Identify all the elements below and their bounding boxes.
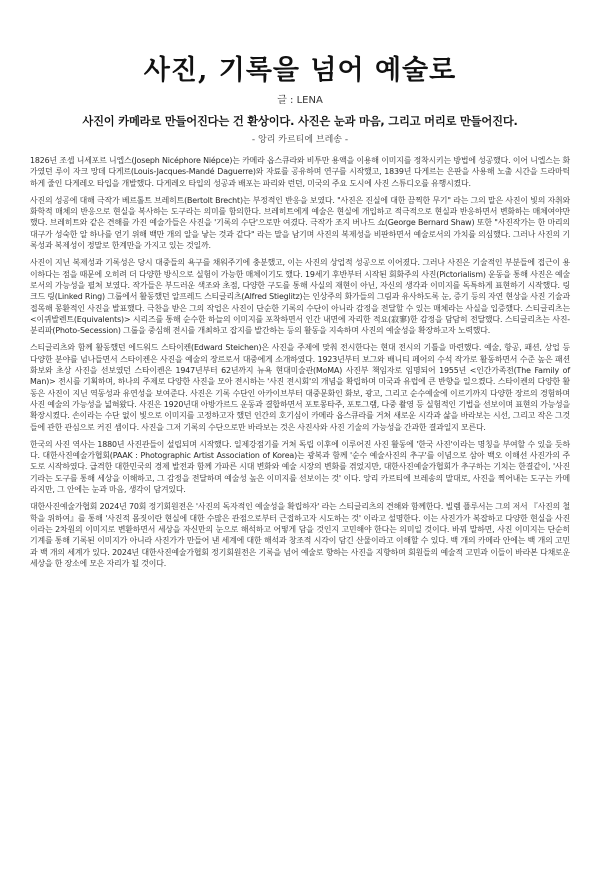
article-paragraph: 1826년 조셉 니세포르 니엡스(Joseph Nicéphore Niépce)는 카메라 옵스큐라와 비투만 용액을 이용해 이미지를 정착시키는 방법에 성공했다. 이어 니엡스는 화가였던 루이 자크 망데 다게르(Louis-Jacques-Mandé Daguerre)와 자료를 공유하며 연구를 시작했고, 1839년 다게르는 은판을 사용해 노출 시간을 드라마틱하게 줄인 다게레오 타입을 개발했다. 다게레오 타입의 성공과 배포는 파리와 런던, 미국의 주요 도시에 사진 스튜디오를 유행시켰다. (30, 156, 570, 188)
article-author: 글 : LENA (277, 95, 323, 106)
article-paragraph: 대한사진예술가협회 2024년 70회 정기회원전은 '사진의 독자적인 예술성을 확립하자' 라는 스티글리츠의 견해와 함께한다. 빌렘 플루서는 그의 저서 『사진의 철학을 위하여』를 통해 '사진적 몸짓이란 현실에 대한 수많은 관점으로부터 근접하고자 시도하는 것' 이라고 설명한다. 이는 사진가가 복잡하고 다양한 현실을 사진이라는 2차원의 이미지로 변환하면서 세상을 자신만의 눈으로 해석하고 어떻게 담을 것인지 고민해야 한다는 의미일 것이다. 바꿔 말하면, 사진 이미지는 단순히 기계를 통해 기록된 이미지가 아니라 사진가가 만들어 낸 세계에 대한 해석과 창조적 시각이 담긴 산물이라고 이해할 수 있다. 백 개의 카메라 안에는 백 개의 고민과 백 개의 세계가 있다. 2024년 대한사진예술가협회 정기회원전은 기록을 넘어 예술로 향하는 사진을 지향하며 회원들의 예술적 고민과 이들이 바라본 다채로운 세상을 한 장소에 모은 자리가 될 것이다. (30, 502, 570, 568)
article-title: 사진, 기록을 넘어 예술로 (143, 55, 457, 86)
article-paragraph: 한국의 사진 역사는 1880년 사진관들이 설립되며 시작했다. 일제강점기를 거쳐 독립 이후에 이루어진 사진 활동에 '한국 사진'이라는 명칭을 부여할 수 있을 듯하다. 대한사진예술가협회(PAAK : Photographic Artist Association of Korea)는 광복과 함께 '순수 예술사진의 추구'를 이념으로 삼아 백오 이해선 사진가의 주도로 시작하였다. 급격한 대한민국의 경제 발전과 함께 가파른 시대 변화와 예술 시장의 변화를 겪었지만, 대한사진예술가협회가 추구하는 기치는 한결같이, '사진기라는 도구를 통해 세상을 이해하고, 그 감정을 전달하며 예술성 높은 이미지를 선보이는 것' 이다. 앙리 카르티에 브레송의 말대로, 사진을 찍어내는 도구는 카메라지만, 그 안에는 눈과 마음, 생각이 담겨있다. (30, 439, 570, 495)
epigraph-quote: 사진이 카메라로 만들어진다는 건 환상이다. 사진은 눈과 마음, 그리고 머리로 만들어진다. (82, 115, 518, 128)
epigraph-source: - 앙리 카르티에 브레송 - (251, 135, 349, 145)
article-paragraph: 사진의 성공에 대해 극작가 베르톨트 브레히트(Bertolt Brecht)는 부정적인 반응을 보였다. "사진은 진실에 대한 끔찍한 무기" 라는 그의 말은 사진이 빛의 자취와 화학적 매체의 반응으로 현실을 복사하는 도구라는 의미를 함의한다. 브레히트에게 예술은 현실에 개입하고 적극적으로 현실과 반응하면서 변화하는 매체여야만 했다. 브레히트와 같은 견해를 가진 예술가들은 사진을 '기록의 수단'으로만 여겼다. 극작가 조지 버나드 쇼(George Bernard Shaw) 또한 "사진작가는 한 마리의 대구가 성숙한 알 하나를 얻기 위해 백만 개의 알을 낳는 것과 같다" 라는 말을 남기며 사진의 복제성을 비판하면서 예술로서의 가치를 의심했다. 그러나 사진의 기록성과 복제성이 정말로 한계만을 가지고 있는 것일까. (30, 195, 570, 251)
article-paragraph: 사진이 지닌 복제성과 기록성은 당시 대중들의 욕구를 채워주기에 충분했고, 이는 사진의 상업적 성공으로 이어졌다. 그러나 사진은 기술적인 부분들에 접근이 용이하다는 점을 때문에 오히려 더 다양한 방식으로 실험이 가능한 매체이기도 했다. 19세기 후반부터 시작된 회화주의 사진(Pictorialism) 운동을 통해 사진은 예술로서의 가능성을 펼쳐 보였다. 작가들은 부드러운 색조와 초점, 다양한 구도를 통해 사실의 재현이 아닌, 자신의 생각과 이미지를 독특하게 표현하기 시작했다. 링크드 링(Linked Ring) 그룹에서 활동했던 알프레드 스티글리츠(Alfred Stieglitz)는 인상주의 화가들의 그림과 유사하도록 눈, 증기 등의 자연 현상을 사진 기술과 접목해 몽환적인 사진을 발표했다. 극찬을 받은 그의 작업은 사진이 단순한 기록의 수단이 아니라 감정을 전달할 수 있는 매체라는 사실을 입증했다. 스티글리츠는 <이퀴발렌트(Equivalents)> 시리즈를 통해 순수한 하늘의 이미지를 포착하면서 인간 내면에 자리한 적요(寂寥)한 감정을 담담히 전달했다. 스티글리츠는 사진-분리파(Photo-Secession) 그룹을 중심해 전시를 개최하고 잡지를 발간하는 등의 활동을 지속하며 사진의 예술성을 확장하고자 노력했다. (30, 258, 570, 336)
article-body (30, 155, 570, 569)
article-paragraph: 스티글리츠와 함께 활동했던 에드워드 스타이켄(Edward Steichen)은 사진을 주제에 맞춰 전시한다는 현대 전시의 기틀을 마련했다. 예술, 항공, 패션, 상업 등 다양한 분야를 넘나들면서 스타이켄은 사진을 예술의 장르로서 대중에게 소개하였다. 1923년부터 보그와 배니티 페어의 수석 작가로 활동하면서 수준 높은 패션 화보와 초상 사진을 선보였던 스타이켄은 1947년부터 62년까지 뉴욕 현대미술관(MoMA) 사진부 책임자로 임명되어 1955년 <인간가족전(The Family of Man)> 전시를 기획하며, 하나의 주제로 다양한 사진을 모아 전시하는 '사진 전시회'의 개념을 확립하며 미국과 유럽에 큰 반향을 일으켰다. 스타이켄의 다양한 활동은 사진이 지닌 역동성과 유연성을 보여준다. 사진은 기록 수단인 아카이브부터 대중문화인 화보, 광고, 그리고 순수예술에 이르기까지 다양한 장르의 경험하며 사진 예술의 가능성을 넓혀왔다. 사진은 1920년대 아방가르드 운동과 결합하면서 포토몽타주, 포토그램, 다중 촬영 등 실험적인 기법을 선보이며 표현의 가능성을 확장시켰다. 손이라는 수단 없이 빛으로 이미지를 고정하고자 했던 인간의 호기심이 카메라 옵스큐라를 거쳐 새로운 시각과 삶을 바라보는 시선, 그리고 작은 그것들에 관한 관심으로 커진 셈이다. 사진을 그저 기록의 수단으로만 바라보는 것은 사진사와 사진 기술의 가능성을 간과한 결과일지 모른다. (30, 343, 570, 432)
